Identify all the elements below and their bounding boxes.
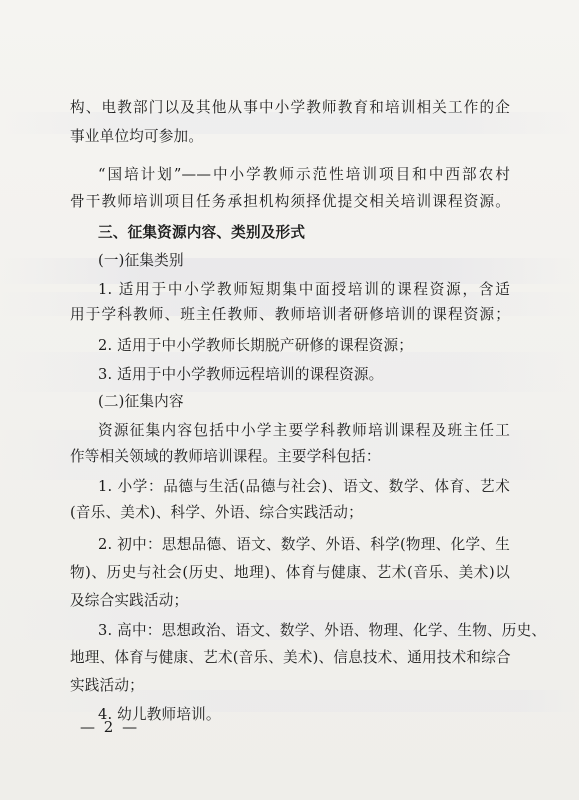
list-item: 3. 高中：思想政治、语文、数学、外语、物理、化学、生物、历史、 — [98, 622, 547, 639]
body-line: 资源征集内容包括中小学主要学科教师培训课程及班主任工 — [98, 422, 510, 439]
list-item: 1. 小学：品德与生活(品德与社会)、语文、数学、体育、艺术 — [98, 478, 510, 495]
section-heading: 三、征集资源内容、类别及形式 — [98, 224, 306, 241]
body-line: “国培计划”——中小学教师示范性培训项目和中西部农村 — [98, 166, 510, 183]
list-item-continuation: 地理、体育与健康、艺术(音乐、美术)、信息技术、通用技术和综合 — [70, 649, 511, 666]
page-number: — 2 — — [80, 718, 140, 736]
list-item: 1. 适用于中小学教师短期集中面授培训的课程资源，含适 — [98, 281, 510, 298]
list-item-continuation: 物)、历史与社会(历史、地理)、体育与健康、艺术(音乐、美术)以 — [70, 564, 510, 581]
body-line: 构、电教部门以及其他从事中小学教师教育和培训相关工作的企 — [70, 99, 510, 116]
list-item: 2. 初中：思想品德、语文、数学、外语、科学(物理、化学、生 — [98, 536, 510, 553]
body-line: 事业单位均可参加。 — [70, 128, 204, 145]
body-line: 骨干教师培训项目任务承担机构须择优提交相关培训课程资源。 — [70, 193, 510, 210]
list-item: 4. 幼儿教师培训。 — [98, 706, 221, 723]
list-item-continuation: (音乐、美术)、科学、外语、综合实践活动； — [70, 504, 363, 521]
list-item: 3. 适用于中小学教师远程培训的课程资源。 — [98, 366, 384, 383]
subsection-heading: (一)征集类别 — [98, 252, 184, 269]
list-item: 2. 适用于中小学教师长期脱产研修的课程资源； — [98, 337, 414, 354]
subsection-heading: (二)征集内容 — [98, 393, 184, 410]
list-item-continuation: 实践活动； — [70, 677, 144, 694]
list-item-continuation: 用于学科教师、班主任教师、教师培训者研修培训的课程资源； — [70, 306, 510, 323]
body-line: 作等相关领域的教师培训课程。主要学科包括： — [70, 448, 381, 465]
list-item-continuation: 及综合实践活动； — [70, 592, 189, 609]
